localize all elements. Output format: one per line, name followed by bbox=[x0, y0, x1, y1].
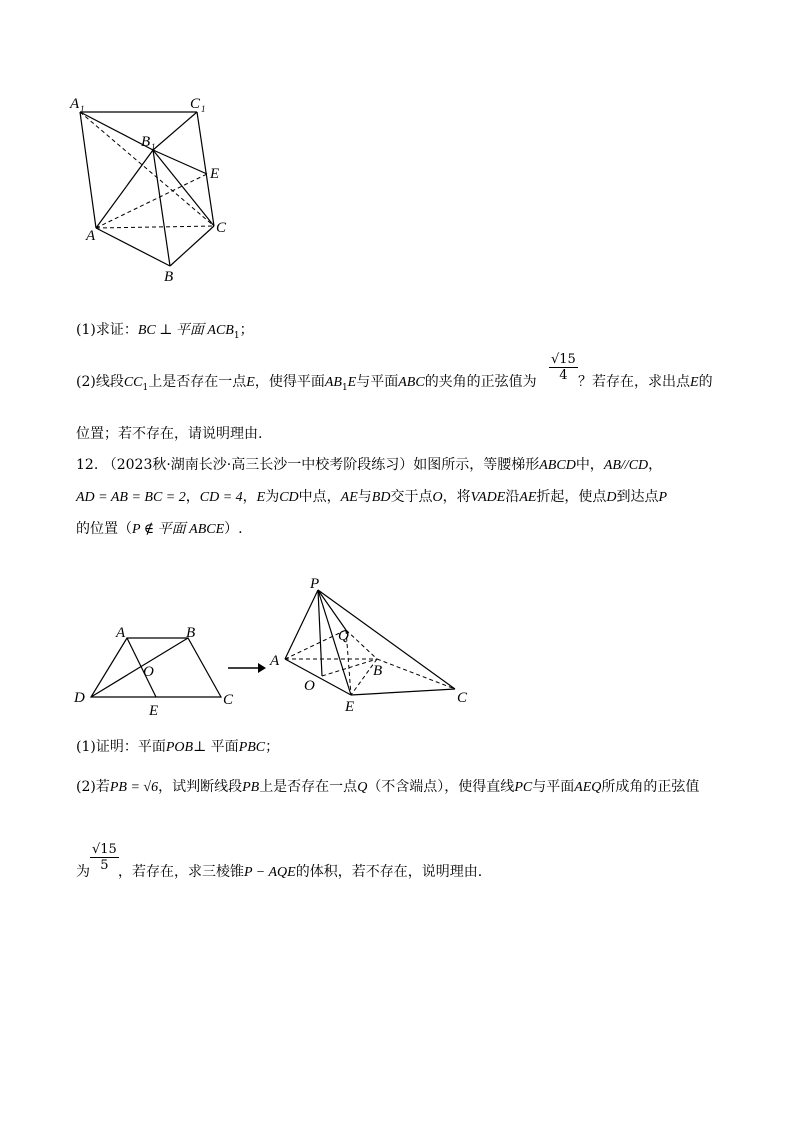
q12-line2-comma2: ， bbox=[242, 489, 257, 505]
q12-part1-prefix: (1)证明：平面 bbox=[76, 739, 166, 755]
edge-c1-b1 bbox=[153, 112, 197, 150]
q11-part2-cc-sub: 1 bbox=[142, 382, 149, 393]
q12-line3 bbox=[76, 519, 243, 540]
dashed-a-e bbox=[96, 174, 207, 228]
q11-part2-line2: 位置；若不存在，请说明理由. bbox=[76, 426, 263, 442]
q12-part2-tail bbox=[118, 862, 482, 883]
q12-frac-num: √15 bbox=[92, 842, 117, 857]
q12-line2-math1: AD = AB = BC = 2 bbox=[76, 490, 186, 505]
q12-part2-pb: PB = √6 bbox=[109, 780, 159, 795]
label-a1-sub: 1 bbox=[80, 104, 85, 114]
q12-part2-wei: 为 bbox=[76, 864, 90, 880]
q12-part2-vol: P − AQE bbox=[244, 865, 296, 880]
q11-part2-h: 的 bbox=[698, 374, 713, 390]
q12-part2-e: 所成角的正弦值 bbox=[601, 779, 700, 795]
q12-line2 bbox=[76, 487, 667, 508]
q12-line3-math: P ∉ 平面 ABCE bbox=[132, 522, 225, 537]
label-c1-sub: 1 bbox=[201, 104, 206, 114]
q11-part2-tail bbox=[578, 372, 713, 393]
label-a1: A bbox=[70, 96, 80, 112]
q12-part1-pbc: PBC bbox=[238, 740, 266, 755]
q11-part2-g: ？若存在，求出点 bbox=[578, 374, 690, 390]
q12-part2-a: ，试判断线段 bbox=[158, 779, 243, 795]
q12-line3-b: ）. bbox=[224, 521, 243, 537]
q11-part1-end: ； bbox=[239, 322, 254, 338]
q12-part1-perp: ⊥ 平面 bbox=[193, 739, 239, 755]
edge-b1-a bbox=[96, 150, 153, 228]
q11-part2-e2: E bbox=[690, 375, 699, 390]
q12-parallel: AB//CD bbox=[603, 458, 649, 473]
fig3-label-c: C bbox=[457, 690, 468, 706]
label-b1-sub: 1 bbox=[151, 142, 156, 152]
q11-part2-plane: AB bbox=[324, 375, 342, 390]
q12-part2-b: 上是否存在一点 bbox=[259, 779, 358, 795]
q12-part2-d: 与平面 bbox=[532, 779, 575, 795]
q12-line2-g: 折起，使点 bbox=[536, 489, 607, 505]
fig2-label-o: O bbox=[143, 664, 154, 680]
fig2-label-c: C bbox=[223, 692, 234, 708]
q12-line2-f: 沿 bbox=[505, 489, 520, 505]
q11-part2-plane-e: E bbox=[347, 375, 357, 390]
edge-e-c bbox=[351, 689, 455, 695]
q12-line3-a: 的位置（ bbox=[76, 521, 132, 537]
label-b1: B bbox=[141, 134, 151, 150]
q11-part1-math: BC ⊥ 平面 ACB bbox=[137, 323, 234, 338]
q11-part1-sub: 1 bbox=[233, 330, 240, 341]
q12-part2-aeq: AEQ bbox=[574, 780, 602, 795]
fig3-label-a: A bbox=[270, 653, 280, 669]
q12-line2-p: P bbox=[658, 490, 668, 505]
q12-comma: ， bbox=[648, 457, 663, 473]
q11-frac-num: √15 bbox=[551, 352, 576, 367]
q11-part1-prefix: (1)求证： bbox=[76, 322, 138, 338]
label-e: E bbox=[210, 166, 220, 182]
dashed-a-q bbox=[285, 630, 346, 659]
dashed-a1-c bbox=[80, 112, 214, 226]
q12-part1-end: ； bbox=[265, 739, 280, 755]
q12-line1 bbox=[76, 455, 662, 476]
q12-line2-tri: VADE bbox=[470, 490, 506, 505]
q12-part2-f: ，若存在，求三棱锥 bbox=[118, 864, 244, 880]
q12-part2-q: Q bbox=[357, 780, 368, 795]
q12-fraction bbox=[90, 842, 119, 873]
edge-a-b bbox=[96, 228, 170, 266]
edge-p-o bbox=[318, 590, 322, 676]
edge-b-c bbox=[170, 226, 214, 266]
q11-part2-b: 上是否存在一点 bbox=[148, 374, 247, 390]
q11-part2-c: ，使得平面 bbox=[254, 374, 325, 390]
q12-number: 12. bbox=[76, 457, 99, 473]
q12-source: （2023秋·湖南长沙·高三长沙一中校考阶段练习）如图所示，等腰梯形 bbox=[102, 457, 540, 473]
edge-b1-e bbox=[153, 150, 207, 174]
q12-line2-a: 为 bbox=[265, 489, 280, 505]
pyramid-figure bbox=[260, 570, 480, 720]
q12-line2-dpt: D bbox=[606, 490, 617, 505]
q12-line2-ae: AE bbox=[340, 490, 358, 505]
q12-line2-o: O bbox=[432, 490, 443, 505]
q12-line2-c: 与 bbox=[357, 489, 372, 505]
fig3-label-b: B bbox=[373, 663, 383, 679]
q12-part2-c: （不含端点），使得直线 bbox=[367, 779, 515, 795]
q12-abcd: ABCD bbox=[539, 458, 576, 473]
fig2-label-d: D bbox=[74, 690, 85, 706]
fig3-label-e: E bbox=[345, 699, 355, 715]
q12-line2-ae2: AE bbox=[519, 490, 537, 505]
q12-mid: 中， bbox=[575, 457, 604, 473]
dashed-a-c bbox=[96, 226, 214, 228]
q11-part2-plane-sub: 1 bbox=[341, 382, 348, 393]
trapezoid-figure bbox=[60, 610, 250, 720]
diag-b-d bbox=[91, 638, 188, 697]
edge-a1-a bbox=[80, 112, 96, 228]
q11-part2-cc: CC bbox=[123, 375, 143, 390]
q12-line2-d: 交于点 bbox=[390, 489, 433, 505]
q12-part2 bbox=[76, 777, 699, 798]
q12-part1-pob: POB bbox=[165, 740, 194, 755]
q11-frac-den: 4 bbox=[549, 367, 578, 383]
q11-part2-abc: ABC bbox=[398, 375, 425, 390]
q11-part2-d: 与平面 bbox=[356, 374, 399, 390]
fig2-label-e: E bbox=[149, 703, 159, 719]
edge-p-a bbox=[285, 590, 318, 659]
q12-part1 bbox=[76, 737, 279, 758]
q12-part2-g: 的体积，若不存在，说明理由. bbox=[295, 864, 483, 880]
q11-fraction bbox=[549, 352, 578, 383]
q12-frac-den: 5 bbox=[90, 857, 119, 873]
label-b: B bbox=[164, 269, 174, 285]
q12-line2-math2: CD = 4 bbox=[199, 490, 243, 505]
q11-part2-f: 的夹角的正弦值为 bbox=[424, 374, 537, 390]
q11-part2 bbox=[76, 372, 537, 398]
q12-line2-bd: BD bbox=[371, 490, 391, 505]
fig2-label-b: B bbox=[186, 625, 196, 641]
trapezoid-abcd bbox=[91, 638, 221, 697]
fig3-label-p: P bbox=[310, 576, 320, 592]
q12-part2-pb2: PB bbox=[242, 780, 260, 795]
q12-line2-e2: ，将 bbox=[442, 489, 471, 505]
q12-line2-e: E bbox=[256, 490, 266, 505]
label-c: C bbox=[216, 220, 227, 236]
label-a: A bbox=[86, 228, 96, 244]
q11-part1 bbox=[76, 320, 254, 346]
fig3-label-o: O bbox=[304, 678, 315, 694]
q12-line2-cd: CD bbox=[279, 490, 299, 505]
q12-line2-b: 中点， bbox=[298, 489, 341, 505]
edge-p-q bbox=[318, 590, 346, 630]
fig2-label-a: A bbox=[116, 625, 126, 641]
dashed-b-c bbox=[377, 659, 455, 689]
fig3-label-q: Q bbox=[338, 628, 349, 644]
q11-part2-a: (2)线段 bbox=[76, 374, 124, 390]
q11-part2-e: E bbox=[246, 375, 255, 390]
q12-part2-pc: PC bbox=[514, 780, 533, 795]
q12-part2-prefix: (2)若 bbox=[76, 779, 110, 795]
dashed-q-b bbox=[346, 630, 377, 659]
label-c1: C bbox=[190, 96, 201, 112]
prism-figure bbox=[60, 90, 240, 290]
q12-line2-h: 到达点 bbox=[616, 489, 659, 505]
q12-line2-comma: ， bbox=[185, 489, 200, 505]
